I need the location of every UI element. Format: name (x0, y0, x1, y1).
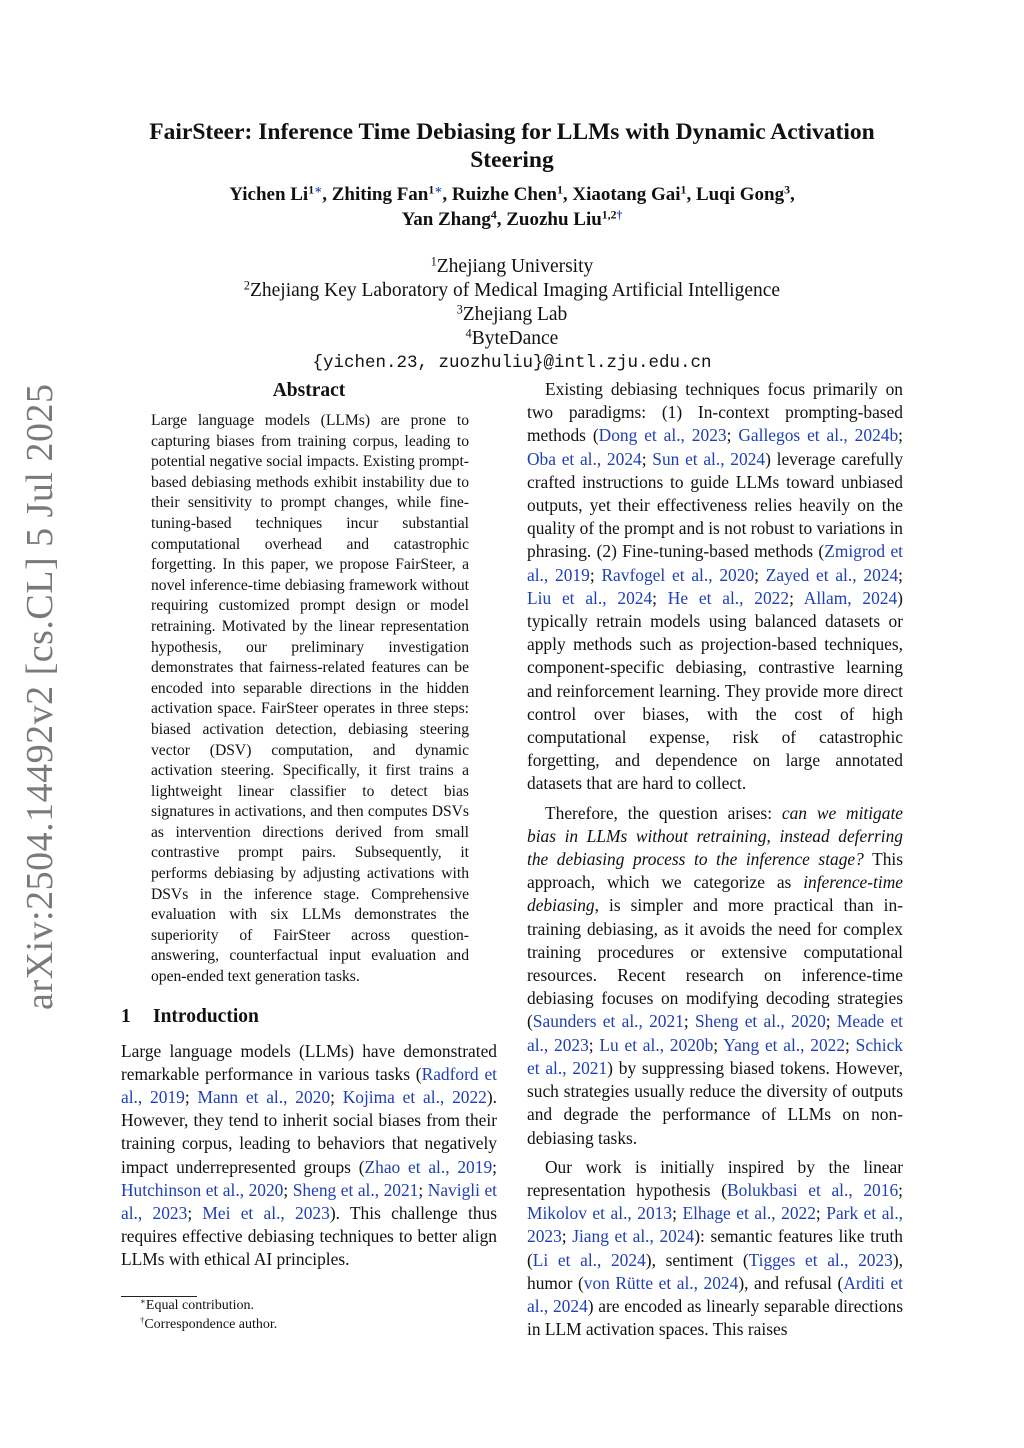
citation-link[interactable]: Li et al., 2024 (532, 1249, 646, 1270)
author-affiliation-mark: 4 (490, 208, 497, 222)
abstract-heading: Abstract (272, 380, 346, 401)
citation-link[interactable]: Park et al., 2023 (527, 1203, 904, 1247)
citation-link[interactable]: Sheng et al., 2020 (694, 1011, 826, 1032)
author-name: Zhiting Fan (331, 184, 429, 205)
author-name: Yan Zhang (401, 209, 491, 230)
citation-link[interactable]: Sun et al., 2024 (652, 448, 766, 469)
section-number: 1 (121, 1005, 131, 1027)
author-affiliation-mark: 1 (556, 183, 563, 197)
author-name: Luqi Gong (695, 184, 785, 205)
affiliations (120, 255, 904, 375)
citation-link[interactable]: Gallegos et al., 2024b (738, 425, 899, 446)
citation-link[interactable]: Mei et al., 2023 (202, 1203, 330, 1224)
citation-link[interactable]: Zayed et al., 2024 (765, 564, 899, 585)
citation-link[interactable]: Allam, 2024 (803, 587, 898, 608)
right-column (527, 378, 903, 1341)
footnotes (140, 1296, 500, 1334)
affiliation: $^2$Zhejiang Key Laboratory of Medical Imaging Artificial Intelligence (243, 278, 781, 301)
author-name: Ruizhe Chen (451, 184, 557, 205)
contact-email[interactable]: {yichen.23, zuozhuliu}@intl.zju.edu.cn (312, 353, 712, 373)
arxiv-identifier: arXiv:2504.14492v2 [cs.CL] 5 Jul 2025 (19, 383, 61, 1010)
author-list (120, 182, 904, 232)
citation-link[interactable]: Tigges et al., 2023 (748, 1249, 893, 1270)
left-column (121, 378, 497, 1272)
intro-paragraph-4: Our work is initially inspired by the linear representation hypothesis (Bolukbasi et al., 2016; Mikolov et al., 2013; Elhage et al., 2022; Park et al., 2023; Jiang et al., 2024): semantic features like truth (Li et al., 2024), sentiment (Tigges et al., 2023), humor (von Rütte et al., 2024), and refusal (Arditi et al., 2024) are encoded as linearly separable directions in LLM activation spaces. This raises (527, 1156, 904, 1340)
citation-link[interactable]: Saunders et al., 2021 (532, 1011, 684, 1032)
citation-link[interactable]: Radford et al., 2019 (121, 1063, 497, 1108)
citation-link[interactable]: Oba et al., 2024 (527, 448, 642, 469)
author-affiliation-mark: 1∗ (308, 183, 323, 197)
citation-link[interactable]: Sheng et al., 2021 (292, 1179, 419, 1200)
citation-link[interactable]: Kojima et al., 2022 (342, 1087, 487, 1108)
citation-link[interactable]: Zhao et al., 2019 (364, 1156, 493, 1177)
citation-link[interactable]: Liu et al., 2024 (527, 587, 653, 608)
citation-link[interactable]: Jiang et al., 2024 (572, 1226, 695, 1247)
footnote-correspondence: †Correspondence author. (140, 1315, 278, 1332)
author-name: Yichen Li (229, 184, 309, 205)
author-affiliation-mark: 3 (784, 183, 791, 197)
citation-link[interactable]: Mann et al., 2020 (197, 1087, 331, 1108)
affiliation: $^3$Zhejiang Lab (456, 302, 568, 325)
citation-link[interactable]: Lu et al., 2020b (599, 1034, 714, 1055)
author-line-2: Yan Zhang$^4$, Zuozhu Liu$^{1,2\dagger}$ (401, 208, 623, 230)
footnote-equal-contribution: ∗Equal contribution. (140, 1296, 254, 1313)
citation-link[interactable]: Yang et al., 2022 (723, 1034, 846, 1055)
citation-link[interactable]: Zmigrod et al., 2019 (527, 541, 904, 585)
citation-link[interactable]: Arditi et al., 2024 (527, 1272, 903, 1316)
author-affiliation-mark: 1,2† (601, 208, 623, 222)
citation-link[interactable]: He et al., 2022 (667, 587, 790, 608)
author-affiliation-mark: 1 (680, 183, 687, 197)
intro-paragraph-1: Large language models (LLMs) have demonstrated remarkable performance in various tasks (Radford et al., 2019; Mann et al., 2020; Kojima et al., 2022). However, they tend to inherit social biases from their training corpus, leading to behaviors that negatively impact underrepresented groups (Zhao et al., 2019; Hutchinson et al., 2020; Sheng et al., 2021; Navigli et al., 2023; Mei et al., 2023). This challenge thus requires effective debiasing techniques to better align LLMs with ethical AI principles. (121, 1040, 498, 1270)
author-affiliation-mark: 1∗ (428, 183, 443, 197)
author-name: Zuozhu Liu (506, 209, 602, 230)
author-line-1: Yichen $Li^{1∗}$, Zhiting Fan$^{1∗}$, Ruizhe Chen$^1$, Xiaotang Gai$^1$, Luqi Gong$^3$, (229, 183, 795, 205)
citation-link[interactable]: von Rütte et al., 2024 (583, 1272, 739, 1293)
citation-link[interactable]: Dong et al., 2023 (598, 425, 727, 446)
abstract-text: Large language models (LLMs) are prone to capturing biases from training corpus, leading to potential negative social impacts. Existing prompt-based debiasing methods exhibit instability due to their sensitivity to prompt changes, while fine-tuning-based techniques incur substantial computational overhead and catastrophic forgetting. In this paper, we propose FairSteer, a novel inference-time debiasing framework without requiring customized prompt design or model retraining. Motivated by the linear representation hypothesis, our preliminary investigation demonstrates that fairness-related features can be encoded into separable directions in the hidden activation space. FairSteer operates in three steps: biased activation detection, debiasing steering vector (DSV) computation, and dynamic activation steering. Specifically, it first trains a lightweight linear classifier to detect bias signatures in activations, and then computes DSVs as intervention directions derived from small contrastive prompt pairs. Subsequently, it performs debiasing by adjusting activations with DSVs in the inference stage. Comprehensive evaluation with six LLMs demonstrates the superiority of FairSteer across question-answering, counterfactual input evaluation and open-ended text generation tasks. (151, 412, 469, 986)
intro-paragraph-3: Therefore, the question arises: can we mitigate bias in LLMs without retraining, instead deferring the debiasing process to the inference stage? This approach, which we categorize as inference-time debiasing, is simpler and more practical than in-training debiasing, as it avoids the need for complex training procedures or extensive computational resources. Recent research on inference-time debiasing focuses on modifying decoding strategies (Saunders et al., 2021; Sheng et al., 2020; Meade et al., 2023; Lu et al., 2020b; Yang et al., 2022; Schick et al., 2021) by suppressing biased tokens. However, such strategies usually reduce the diversity of outputs and degrade the performance of LLMs on non-debiasing tasks. (527, 802, 904, 1148)
affiliation: $^4$ByteDance (465, 326, 559, 349)
citation-link[interactable]: Hutchinson et al., 2020 (121, 1179, 284, 1200)
section-heading-introduction (121, 1004, 497, 1030)
citation-link[interactable]: Schick et al., 2021 (527, 1034, 903, 1078)
citation-link[interactable]: Elhage et al., 2022 (682, 1203, 816, 1224)
citation-link[interactable]: Meade et al., 2023 (527, 1011, 904, 1055)
section-title: Introduction (153, 1005, 259, 1027)
emphasis-text: inference-time debiasing (527, 872, 903, 916)
citation-link[interactable]: Bolukbasi et al., 2016 (727, 1179, 899, 1200)
citation-link[interactable]: Mikolov et al., 2013 (527, 1203, 673, 1224)
paper-title: FairSteer: Inference Time Debiasing for LLMs with Dynamic Activation Steering (149, 119, 875, 173)
affiliation: $^1$Zhejiang University (430, 254, 594, 277)
intro-paragraph-2: Existing debiasing techniques focus primarily on two paradigms: (1) In-context prompting-based methods (Dong et al., 2023; Gallegos et al., 2024b; Oba et al., 2024; Sun et al., 2024) leverage carefully crafted instructions to guide LLMs toward unbiased outputs, yet their effectiveness relies heavily on the quality of the prompt and is not robust to variations in phrasing. (2) Fine-tuning-based methods (Zmigrod et al., 2019; Ravfogel et al., 2020; Zayed et al., 2024; Liu et al., 2024; He et al., 2022; Allam, 2024) typically retrain models using balanced datasets or apply methods such as projection-based techniques, component-specific debiasing, contrastive learning and reinforcement learning. They provide more direct control over biases, with the cost of high computational expense, risk of catastrophic forgetting, and dependence on large annotated datasets that are hard to collect. (527, 379, 904, 794)
citation-link[interactable]: Ravfogel et al., 2020 (601, 564, 755, 585)
author-name: Xiaotang Gai (572, 184, 681, 205)
emphasis-text: can we mitigate bias in LLMs without retraining, instead deferring the debiasing process to the inference stage? (527, 802, 904, 870)
citation-link[interactable]: Navigli et al., 2023 (121, 1179, 498, 1224)
